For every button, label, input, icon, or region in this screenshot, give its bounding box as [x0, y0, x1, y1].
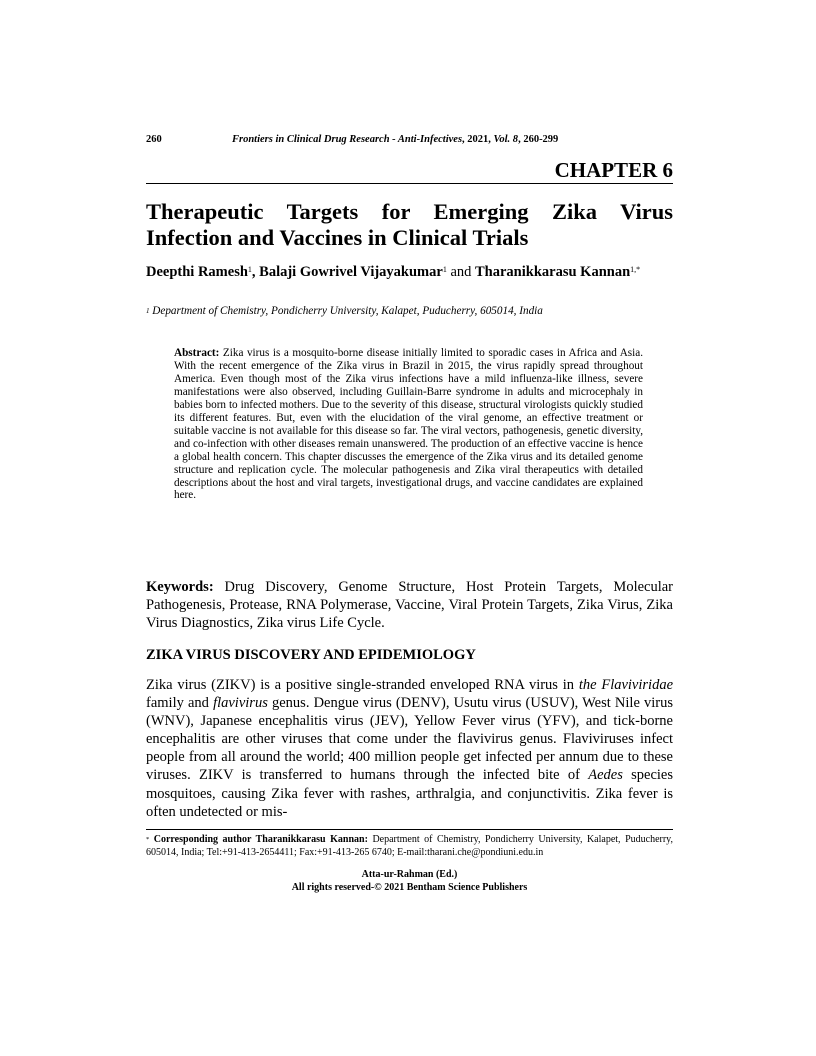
journal-pages: 260-299: [523, 134, 559, 145]
body-paragraph: [146, 676, 673, 821]
rights-line: All rights reserved-© 2021 Bentham Science Publishers: [291, 881, 528, 893]
author-name: Balaji Gowrivel Vijayakumar: [259, 264, 443, 280]
footnote: [146, 834, 673, 859]
editor-line: Atta-ur-Rahman (Ed.): [361, 869, 458, 880]
journal-volume: Vol. 8: [493, 134, 519, 145]
keywords: [146, 578, 673, 633]
article-title: Therapeutic Targets for Emerging Zika Virus Infection and Vaccines in Clinical Trials: [146, 199, 673, 250]
author-affiliation-mark: 1,*: [630, 265, 641, 274]
footnote-mark: *: [146, 836, 150, 843]
footnote-divider: [146, 829, 673, 830]
body-italic-run: the Flaviviridae: [578, 677, 674, 693]
footnote-text: Department of Chemistry, Pondicherry University, Kalapet, Puducherry, 605014, India; Tel:+91-413-2654411; Fax:+91-413-265 6740; E-mail:tharani.che@pondiuni.edu.in: [146, 834, 674, 858]
author-affiliation-mark: 1: [442, 265, 447, 274]
journal-citation: Frontiers in Clinical Drug Research - Anti-Infectives, 2021, Vol. 8, 260-299: [232, 134, 559, 145]
abstract: [174, 347, 643, 502]
footnote-label: Corresponding author Tharanikkarasu Kannan:: [153, 834, 368, 845]
body-italic-run: flavivirus: [213, 695, 268, 712]
abstract-label: Abstract:: [174, 347, 220, 359]
affiliation-text: Department of Chemistry, Pondicherry University, Kalapet, Puducherry, 605014, India: [152, 305, 543, 317]
chapter-divider: [146, 183, 673, 184]
journal-title: Frontiers in Clinical Drug Research - Anti-Infectives: [232, 134, 463, 145]
section-heading: ZIKA VIRUS DISCOVERY AND EPIDEMIOLOGY: [146, 647, 476, 663]
keywords-text: Drug Discovery, Genome Structure, Host Protein Targets, Molecular Pathogenesis, Protease, RNA Polymerase, Vaccine, Viral Protein Targets, Zika Virus, Zika Virus Diagnostics, Zika virus Life Cycle.: [146, 579, 674, 632]
author-affiliation: [146, 304, 673, 318]
body-text-run: species mosquitoes, causing Zika fever with rashes, arthralgia, and conjunctivitis. Zika fever is often undetected or mis-: [146, 767, 674, 820]
keywords-label: Keywords:: [146, 579, 214, 595]
body-text-run: genus. Dengue virus (DENV), Usutu virus (USUV), West Nile virus (WNV), Japanese encephalitis virus (JEV), Yellow Fever virus (YFV), and tick-borne encephalitis are other viruses that come under the flavivirus genus. Flaviviruses infect people from all around the world; 400 million people get infected per annum due to these viruses. ZIKV is transferred to humans through the infected bite of: [146, 695, 674, 784]
body-italic-run: Aedes: [588, 767, 623, 784]
author-name: Tharanikkarasu Kannan: [475, 264, 631, 280]
author-affiliation-mark: 1: [247, 265, 252, 274]
body-text-run: family and: [146, 695, 209, 712]
journal-year: 2021: [467, 134, 489, 145]
author-conjunction: and: [450, 264, 472, 280]
body-text-run: Zika virus (ZIKV) is a positive single-stranded enveloped RNA virus in: [146, 677, 575, 693]
affiliation-mark: 1: [146, 307, 150, 315]
abstract-text: Zika virus is a mosquito-borne disease initially limited to sporadic cases in Africa and Asia. With the recent emergence of the Zika virus in Brazil in 2015, the virus rapidly spread throughout America. Even though most of the Zika virus infections have a mild influenza-like illness, severe manifestations were also observed, including Guillain-Barre syndrome in adults and microcephaly in babies born to infected mothers. Due to the severity of this disease, structural virologists quickly studied its different features. But, even with the elucidation of the viral genome, an effective treatment or suitable vaccine is not available for this disease so far. The viral vectors, pathogenesis, genetic diversity, and co-infection with other diseases remain unanswered. The production of an effective vaccine is hence a global health concern. This chapter discusses the emergence of the Zika virus and its detailed genome structure and replication cycle. The molecular pathogenesis and Zika viral therapeutics with detailed descriptions about the host and viral targets, investigational drugs, and vaccine candidates are explained here.: [174, 347, 644, 502]
page-number: 260: [146, 134, 162, 145]
author-list: Deepthi Ramesh$^1$, Balaji Gowrivel Vijayakumar$^1$ and Tharanikkarasu Kannan$^{1,*}$: [146, 264, 641, 280]
author-name: Deepthi Ramesh: [146, 264, 248, 280]
chapter-label: CHAPTER 6: [554, 158, 673, 182]
publisher-info: [146, 869, 673, 894]
